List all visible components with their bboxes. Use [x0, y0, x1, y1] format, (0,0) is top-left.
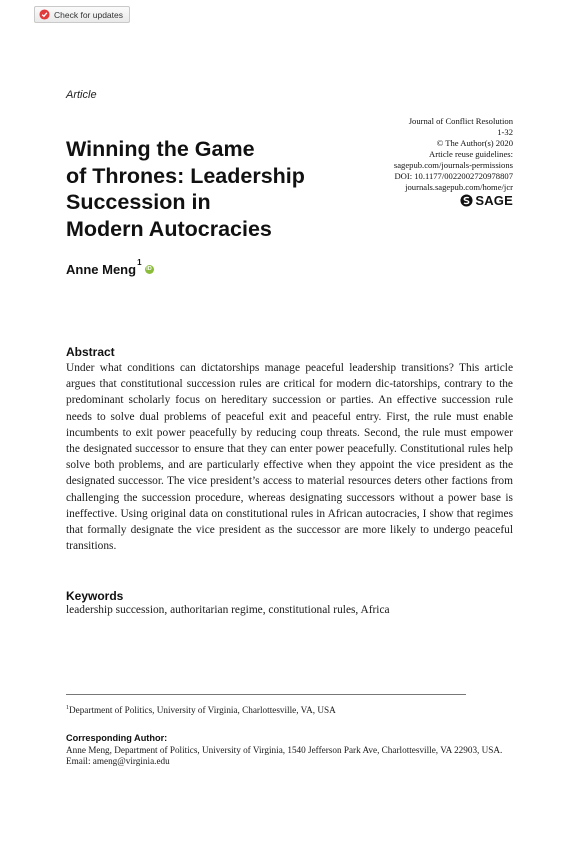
check-for-updates-button[interactable]	[34, 6, 130, 23]
title-line: Succession in	[66, 190, 211, 214]
orcid-icon[interactable]: iD	[146, 266, 152, 272]
keywords-heading: Keywords	[66, 589, 124, 603]
affiliation-note	[66, 705, 336, 715]
publisher-name: SAGE	[475, 193, 513, 208]
keywords-text: leadership succession, authoritarian regime, constitutional rules, Africa	[66, 604, 390, 616]
footnote-divider	[66, 694, 466, 695]
journal-name: Journal of Conflict Resolution	[408, 116, 513, 126]
affiliation-text: Department of Politics, University of Virginia, Charlottesville, VA, USA	[69, 705, 336, 716]
author-name: Anne Meng	[66, 262, 137, 277]
title-line: Modern Autocracies	[66, 216, 272, 241]
article-type: Article	[66, 89, 97, 101]
title-line: Winning the Game	[66, 137, 255, 161]
doi[interactable]: DOI: 10.1177/0022002720978807	[394, 171, 513, 181]
page-range: 1-32	[497, 127, 513, 137]
affiliation-note-mark: 1	[66, 705, 69, 711]
copyright: © The Author(s) 2020	[436, 138, 513, 148]
corresponding-email[interactable]: Email: ameng@virginia.edu	[66, 756, 170, 767]
journal-home-link[interactable]: journals.sagepub.com/home/jcr	[405, 182, 513, 192]
publisher-logo	[293, 194, 513, 207]
corresponding-author-details	[66, 745, 516, 767]
corresponding-author-heading: Corresponding Author:	[66, 733, 168, 743]
author-line	[66, 258, 154, 277]
corresponding-address: Anne Meng, Department of Politics, University of Virginia, 1540 Jefferson Park Ave, Charlottesville, VA 22903, USA.	[66, 745, 503, 755]
affiliation-mark: 1	[137, 258, 142, 267]
abstract-heading: Abstract	[66, 345, 115, 359]
reuse-label: Article reuse guidelines:	[429, 149, 513, 159]
reuse-link[interactable]: sagepub.com/journals-permissions	[393, 160, 513, 170]
check-for-updates-label: Check for updates	[54, 9, 123, 20]
sage-logo-icon	[460, 194, 473, 207]
journal-info	[293, 116, 513, 207]
abstract-text: Under what conditions can dictatorships manage peaceful leadership transitions? This article argues that constitutional succession rules are critical for modern dic-tatorships, contrary to the predominant scholarly focus on hereditary succession or parties. An effective succession rule needs to solve dual problems of peaceful exit and peaceful entry. First, the rule must enable incumbents to exit power peacefully by reducing coup threats. Second, the rule must empower the designated successor to ensure that they can enter power peacefully. Constitutional rules help solve both problems, and are particularly effective when they appoint the vice president as the designated successor. The vice president’s access to material resources deters other factions from challenging the succession procedure, whereas designating successors without a power base is ineffective. Using original data on constitutional rules in African autocracies, I show that regimes that formally designate the vice president as the successor are more likely to undergo peaceful transitions.	[66, 362, 513, 553]
title-line: of Thrones: Leadership	[66, 163, 305, 188]
crossmark-icon	[39, 9, 50, 20]
